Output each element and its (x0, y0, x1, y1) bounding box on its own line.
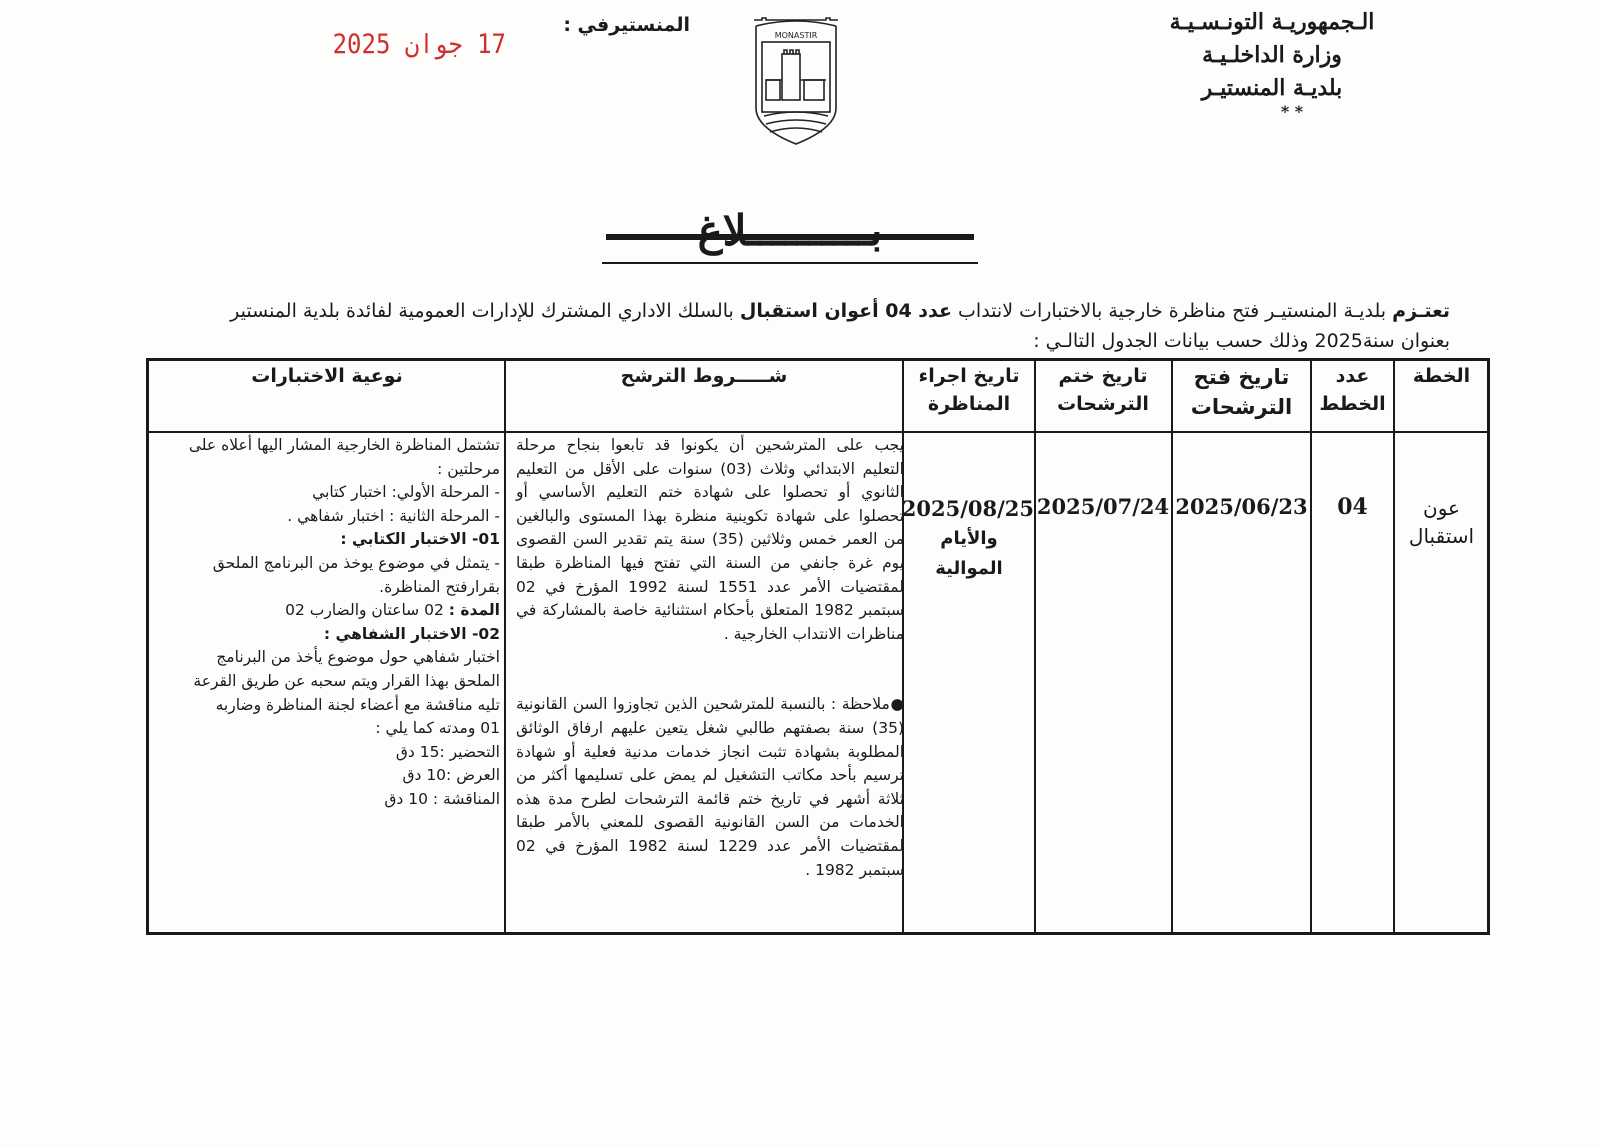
country-name: الـجمهوريـة التونـسـيـة (1169, 9, 1375, 35)
municipality-name: بلديـة المنستيـر (1201, 75, 1343, 101)
tests-stage-1: - المرحلة الأولي: اختبار كتابي (312, 483, 500, 502)
title-underline (602, 262, 978, 264)
cell-plan (1395, 494, 1488, 550)
intro-lead: تعتـزم (1392, 300, 1450, 322)
cell-open-date: 2025/06/23 (1175, 494, 1308, 519)
cell-close-date: 2025/07/24 (1036, 494, 1170, 519)
intro-line-1 (150, 296, 1450, 326)
header-exam-l2: المناظرة (927, 393, 1011, 415)
duration-value: 02 ساعتان والضارب 02 (285, 601, 449, 620)
header-exam-date (904, 362, 1034, 418)
tests-stage-2: - المرحلة الثانية : اختبار شفاهي . (287, 506, 500, 525)
tests-oral-1: اختبار شفاهي حول موضوع يأخذ من البرنامج (216, 648, 500, 667)
tests-discuss: المناقشة : 10 دق (384, 789, 500, 808)
tests-intro-1: تشتمل المناظرة الخارجية المشار اليها أعلاه على (188, 436, 500, 454)
col-divider (1310, 360, 1312, 934)
date-stamp: 17 جوان 2025 (332, 28, 506, 60)
city-date-label: المنستيرفي : (563, 14, 690, 36)
header-close-date (1036, 362, 1170, 418)
header-exam-l1: تاريخ اجراء (918, 365, 1020, 387)
tests-oral-title: 02- الاختبار الشفاهي : (323, 624, 500, 643)
title-text: بــــــــــلاغ (697, 206, 883, 255)
tests-intro-2: مرحلتين : (437, 459, 500, 478)
col-divider (504, 360, 506, 934)
conditions-spacer (516, 646, 904, 693)
tests-written-title: 01- الاختبار الكتابي : (340, 530, 500, 549)
cell-exam-l1: 2025/08/25 (901, 496, 1034, 521)
cell-exam-date (901, 494, 1034, 584)
duration-label: المدة : (448, 601, 500, 620)
intro-paragraph (150, 296, 1450, 356)
tests-present: العرض :10 دق (402, 766, 500, 785)
header-open-l2: الترشحات (1190, 395, 1293, 419)
cell-tests (154, 434, 500, 812)
col-divider (1171, 360, 1173, 934)
cell-conditions (516, 434, 904, 882)
header-count-l1: عدد (1335, 365, 1370, 387)
cell-plan-l1: عون (1423, 496, 1460, 520)
ministry-name: وزارة الداخلـيـة (1202, 42, 1342, 68)
tests-prep: التحضير :15 دق (395, 742, 500, 761)
header-count-l2: الخطط (1319, 393, 1386, 415)
table-header-divider (148, 431, 1488, 433)
tests-duration (154, 599, 500, 623)
header-open-l1: تاريخ فتح (1193, 365, 1290, 389)
cell-exam-l2: والأيام (940, 528, 998, 549)
col-divider (1034, 360, 1036, 934)
page-title (600, 206, 980, 262)
header-count (1312, 362, 1393, 418)
intro-part2: بالسلك الاداري المشترك للإدارات العمومية لفائدة بلدية المنستير (230, 300, 740, 322)
header-block (1112, 6, 1432, 119)
header-close-l2: الترشحات (1057, 393, 1149, 415)
cell-plan-l2: استقبال (1408, 524, 1475, 548)
tests-written-1: - يتمثل في موضوع يوخذ من البرنامج الملحق (212, 553, 500, 572)
monastir-crest-logo (752, 16, 840, 150)
header-close-l1: تاريخ ختم (1058, 365, 1148, 387)
conditions-note: ●ملاحظة : بالنسبة للمترشحين الذين تجاوزوا السن القانونية (35) سنة بصفتهم طالبي شغل يتعين عليهم ارفاق الوثائق المطلوبة بشهادة تثبت انجاز خدمات مدنية فعلية أو شهادة ترسيم بأحد مكاتب التشغيل لم يمض على تسليمها أكثر من ثلاثة أشهر في تاريخ ختم قائمة الترشحات لطرح مدة هذه الخدمات من السن القانونية القصوى للمعني بالأمر طبقا لمقتضيات الأمر عدد 1229 لسنة 1982 المؤرخ في 02 سبتمبر 1982 . (516, 695, 904, 879)
tests-oral-3: تليه مناقشة مع أعضاء لجنة المناظرة وضاربه (215, 695, 500, 714)
header-conditions: شـــــروط الترشح (620, 365, 788, 387)
tests-oral-4: 01 ومدته كما يلي : (375, 719, 500, 738)
tests-written-2: بقرارفتح المناظرة. (379, 577, 500, 596)
intro-line-2: بعنوان سنة2025 وذلك حسب بيانات الجدول التالـي : (1033, 330, 1450, 352)
cell-exam-l3: الموالية (935, 558, 1003, 579)
cell-count: 04 (1337, 494, 1368, 520)
intro-count: عدد 04 أعوان استقبال (739, 300, 952, 322)
tests-oral-2: الملحق بهذا القرار ويتم سحبه عن طريق القرعة (193, 671, 500, 690)
header-plan: الخطة (1412, 365, 1471, 387)
col-divider (1393, 360, 1395, 934)
header-open-date (1173, 362, 1310, 422)
header-stars: * * (1280, 102, 1304, 121)
header-tests: نوعية الاختبارات (251, 365, 403, 387)
intro-part1: بلديـة المنستيـر فتح مناظرة خارجية بالاختبارات لانتداب (952, 300, 1393, 322)
logo-text: MONASTIR (774, 31, 818, 40)
conditions-text: يجب على المترشحين أن يكونوا قد تابعوا بنجاح مرحلة التعليم الابتدائي وثلاث (03) سنوات على الأقل من التعليم الثانوي أو تحصلوا على شهادة ختم التعليم الأساسي أو تحصلوا على شهادة تكوينية منظرة بهذا المستوى والبالغين من العمر خمس وثلاثين (35) سنة يتم تقدير السن القصوى يوم غرة جانفي من السنة التي تفتح فيها المناظرة طبقا لمقتضيات الأمر عدد 1551 لسنة 1992 المؤرخ في 02 سبتمبر 1982 المتعلق بأحكام استثنائية خاصة بالمشاركة في مناظرات الانتداب الخارجية . (516, 436, 904, 643)
